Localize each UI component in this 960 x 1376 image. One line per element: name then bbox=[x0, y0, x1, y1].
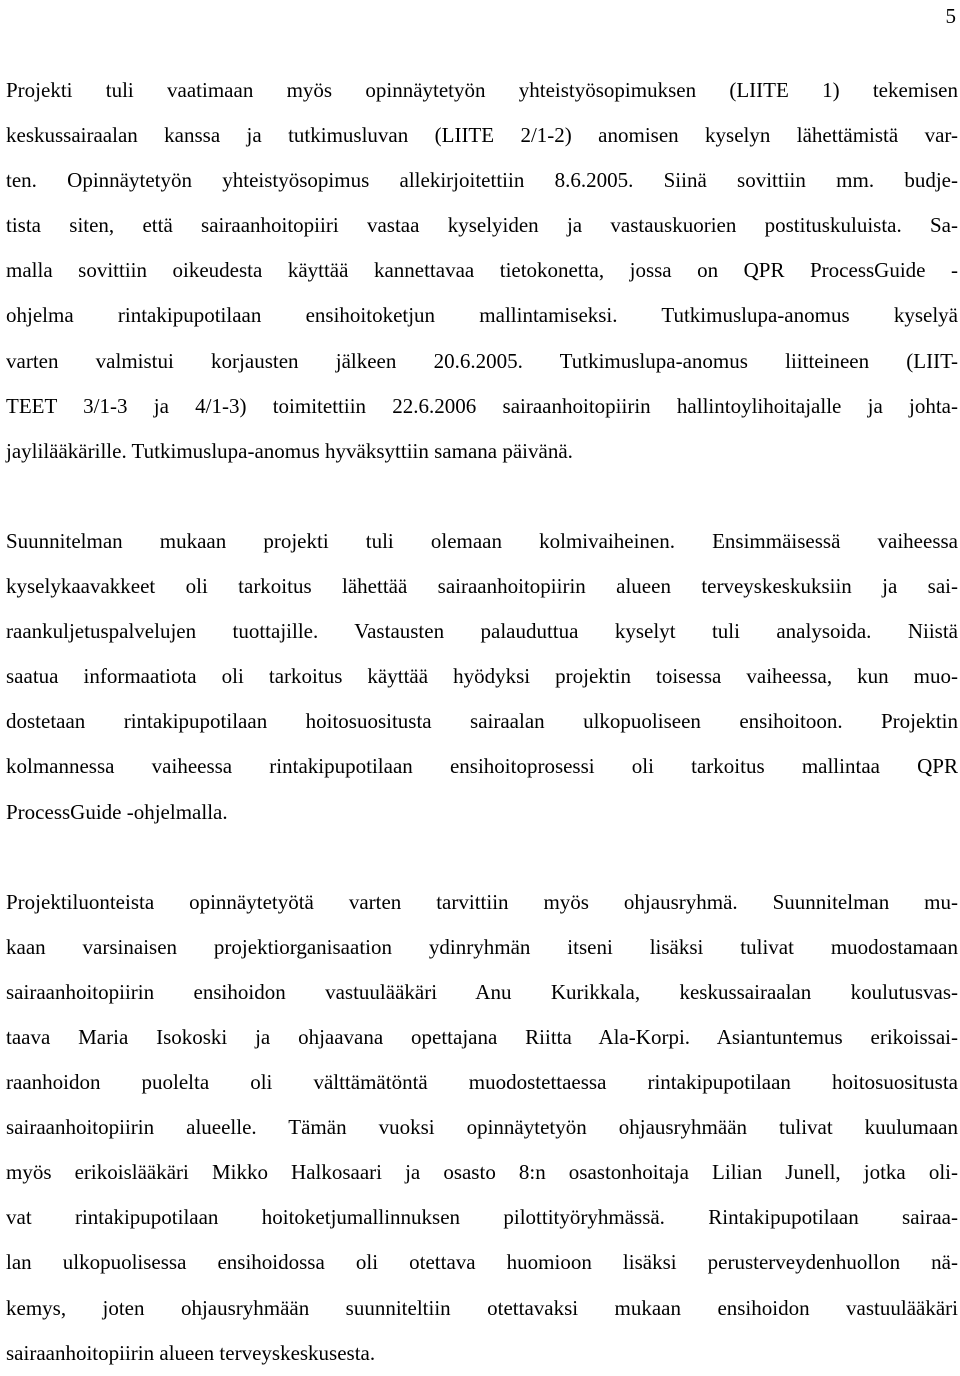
text-line: Projektiluonteista opinnäytetyötä varten tarvittiin myös ohjausryhmä. Suunnitelman mu- bbox=[6, 889, 958, 914]
text-line: keskussairaalan kanssa ja tutkimusluvan (LIITE 2/1-2) anomisen kyselyn lähettämistä var- bbox=[6, 123, 958, 148]
text-line: varten valmistui korjausten jälkeen 20.6.2005. Tutkimuslupa-anomus liitteineen (LIIT- bbox=[6, 348, 958, 373]
text-line: raanhoidon puolelta oli välttämätöntä muodostettaessa rintakipupotilaan hoitosuositusta bbox=[6, 1070, 958, 1095]
page-number: 5 bbox=[945, 4, 956, 28]
text-line: malla sovittiin oikeudesta käyttää kannettavaa tietokonetta, jossa on QPR ProcessGuide - bbox=[6, 258, 958, 283]
text-line: vat rintakipupotilaan hoitoketjumallinnuksen pilottityöryhmässä. Rintakipupotilaan sairaa- bbox=[6, 1205, 958, 1230]
text-line: Suunnitelman mukaan projekti tuli olemaan kolmivaiheinen. Ensimmäisessä vaiheessa bbox=[6, 528, 958, 553]
text-line: raankuljetuspalvelujen tuottajille. Vastausten palauduttua kyselyt tuli analysoida. Niistä bbox=[6, 619, 958, 644]
paragraph-2 bbox=[6, 519, 958, 835]
text-line: ohjelma rintakipupotilaan ensihoitoketjun mallintamiseksi. Tutkimuslupa-anomus kyselyä bbox=[6, 303, 958, 328]
text-line: TEET 3/1-3 ja 4/1-3) toimitettiin 22.6.2006 sairaanhoitopiirin hallintoylihoitajalle ja johta- bbox=[6, 393, 958, 418]
paragraph-gap bbox=[6, 474, 958, 519]
text-line: kolmannessa vaiheessa rintakipupotilaan ensihoitoprosessi oli tarkoitus mallintaa QPR bbox=[6, 754, 958, 779]
text-line: ten. Opinnäytetyön yhteistyösopimus allekirjoitettiin 8.6.2005. Siinä sovittiin mm. budje- bbox=[6, 168, 958, 193]
text-line: dostetaan rintakipupotilaan hoitosuositusta sairaalan ulkopuoliseen ensihoitoon. Projektin bbox=[6, 709, 958, 734]
text-line: Projekti tuli vaatimaan myös opinnäytetyön yhteistyösopimuksen (LIITE 1) tekemisen bbox=[6, 78, 958, 102]
text-line: sairaanhoitopiirin alueen terveyskeskusesta. bbox=[6, 1340, 376, 1365]
text-line: kemys, joten ohjausryhmään suunniteltiin otettavaksi mukaan ensihoidon vastuulääkäri bbox=[6, 1295, 958, 1320]
text-line: myös erikoislääkäri Mikko Halkosaari ja osasto 8:n osastonhoitaja Lilian Junell, jotka oli- bbox=[6, 1160, 958, 1185]
paragraph-1 bbox=[6, 68, 958, 474]
text-line: ProcessGuide -ohjelmalla. bbox=[6, 799, 228, 824]
text-line: sairaanhoitopiirin alueelle. Tämän vuoksi opinnäytetyön ohjausryhmään tulivat kuulumaan bbox=[6, 1115, 958, 1140]
text-line: saatua informaatiota oli tarkoitus käyttää hyödyksi projektin toisessa vaiheessa, kun muo- bbox=[6, 664, 958, 689]
paragraph-3 bbox=[6, 880, 958, 1376]
text-line: kyselykaavakkeet oli tarkoitus lähettää sairaanhoitopiirin alueen terveyskeskuksiin ja sai- bbox=[6, 574, 958, 599]
document-body bbox=[6, 68, 958, 1376]
paragraph-gap bbox=[6, 835, 958, 880]
text-line: taava Maria Isokoski ja ohjaavana opettajana Riitta Ala-Korpi. Asiantuntemus erikoissai- bbox=[6, 1024, 958, 1049]
text-line: sairaanhoitopiirin ensihoidon vastuulääkäri Anu Kurikkala, keskussairaalan koulutusvas- bbox=[6, 979, 958, 1004]
text-line: lan ulkopuolisessa ensihoidossa oli otettava huomioon lisäksi perusterveydenhuollon nä- bbox=[6, 1250, 958, 1275]
text-line: kaan varsinaisen projektiorganisaation ydinryhmän itseni lisäksi tulivat muodostamaan bbox=[6, 934, 958, 959]
text-line: tista siten, että sairaanhoitopiiri vastaa kyselyiden ja vastauskuorien postituskuluista. Sa- bbox=[6, 213, 958, 238]
text-line: jaylilääkärille. Tutkimuslupa-anomus hyväksyttiin samana päivänä. bbox=[6, 438, 573, 463]
